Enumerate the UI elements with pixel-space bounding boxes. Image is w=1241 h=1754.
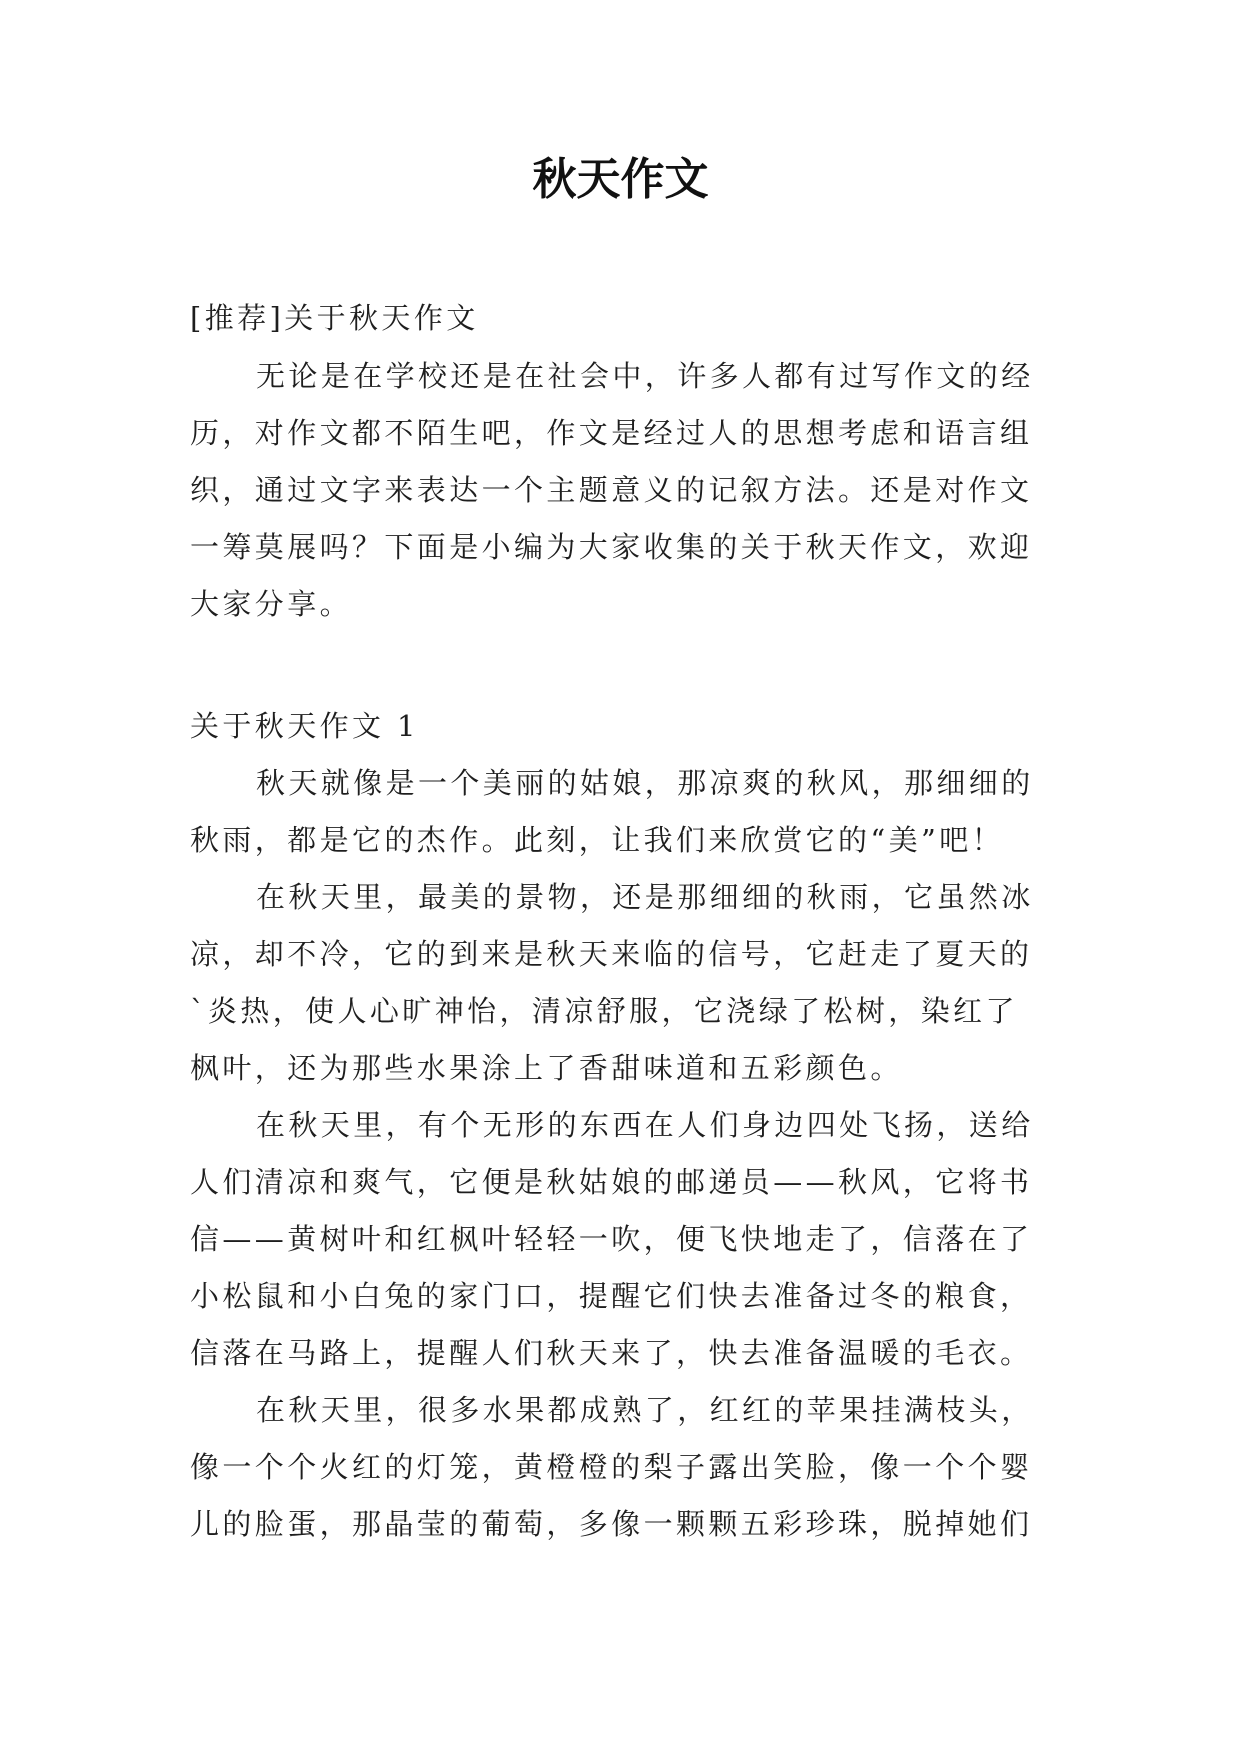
body-line: 枫叶，还为那些水果涂上了香甜味道和五彩颜色。 <box>190 1051 903 1085</box>
body-line: `炎热，使人心旷神怡，清凉舒服，它浇绿了松树，染红了 <box>190 994 1018 1028</box>
body-line: 秋天就像是一个美丽的姑娘，那凉爽的秋风，那细细的 <box>256 766 1034 800</box>
intro-line: 无论是在学校还是在社会中，许多人都有过写作文的经 <box>256 359 1034 393</box>
document-title: 秋天作文 <box>532 154 709 205</box>
subtitle: [推荐]关于秋天作文 <box>190 301 479 335</box>
body-line: 人们清凉和爽气，它便是秋姑娘的邮递员——秋风，它将书 <box>190 1165 1033 1199</box>
body-line: 小松鼠和小白兔的家门口，提醒它们快去准备过冬的粮食， <box>190 1279 1033 1313</box>
body-line: 像一个个火红的灯笼，黄橙橙的梨子露出笑脸，像一个个婴 <box>190 1450 1033 1484</box>
body-line: 在秋天里，最美的景物，还是那细细的秋雨，它虽然冰 <box>256 880 1034 914</box>
body-line: 信落在马路上，提醒人们秋天来了，快去准备温暖的毛衣。 <box>190 1336 1033 1370</box>
body-line: 儿的脸蛋，那晶莹的葡萄，多像一颗颗五彩珍珠，脱掉她们 <box>190 1507 1033 1541</box>
body-line: 秋雨，都是它的杰作。此刻，让我们来欣赏它的“美”吧！ <box>190 823 1005 857</box>
intro-line: 历，对作文都不陌生吧，作文是经过人的思想考虑和语言组 <box>190 416 1033 450</box>
body-line: 信——黄树叶和红枫叶轻轻一吹，便飞快地走了，信落在了 <box>190 1222 1033 1256</box>
intro-line: 大家分享。 <box>190 587 353 621</box>
body-line: 凉，却不冷，它的到来是秋天来临的信号，它赶走了夏天的 <box>190 937 1033 971</box>
body-line: 在秋天里，有个无形的东西在人们身边四处飞扬，送给 <box>256 1108 1034 1142</box>
section-heading: 关于秋天作文 1 <box>190 709 419 743</box>
body-line: 在秋天里，很多水果都成熟了，红红的苹果挂满枝头， <box>256 1393 1034 1427</box>
intro-line: 织，通过文字来表达一个主题意义的记叙方法。还是对作文 <box>190 473 1033 507</box>
intro-line: 一筹莫展吗？下面是小编为大家收集的关于秋天作文，欢迎 <box>190 530 1033 564</box>
